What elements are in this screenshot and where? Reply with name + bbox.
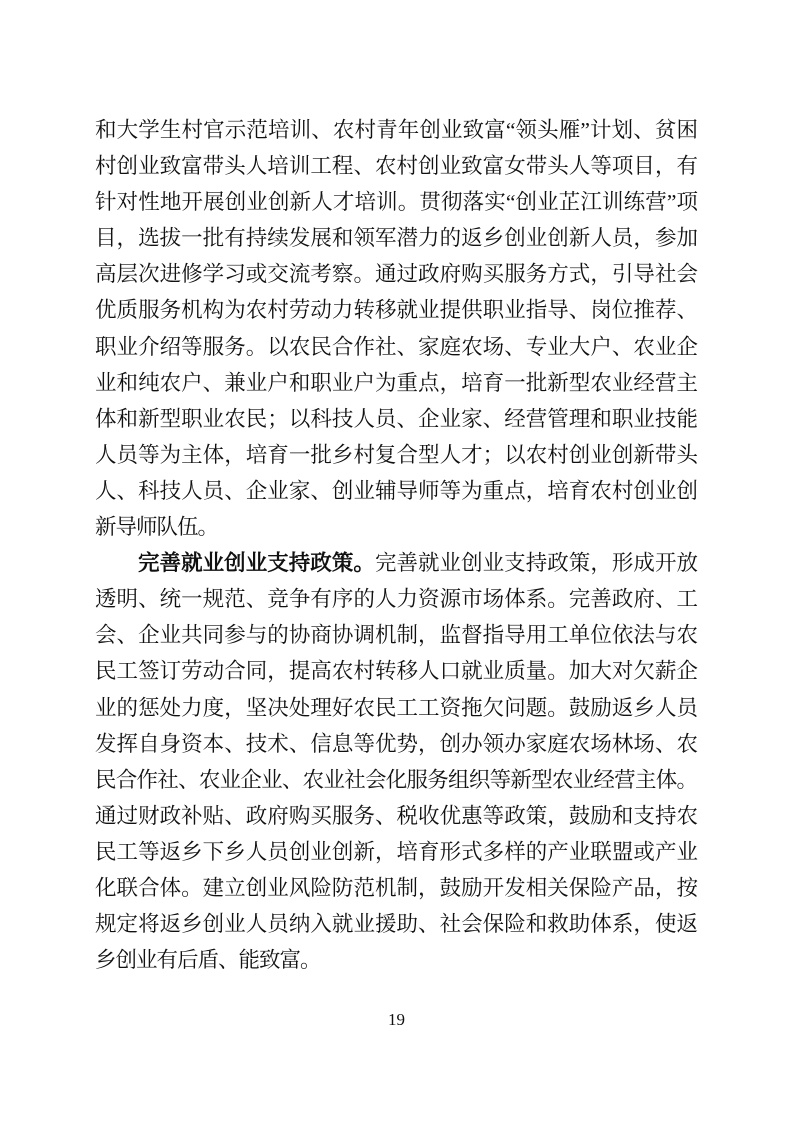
text-line: 和大学生村官示范培训、农村青年创业致富“领头雁”计划、贫困: [95, 118, 697, 142]
text-line: 通过财政补贴、政府购买服务、税收优惠等政策，鼓励和支持农: [95, 803, 697, 828]
text-line: 会、企业共同参与的协商协调机制，监督指导用工单位依法与农: [95, 623, 697, 648]
text-line: 体和新型职业农民；以科技人员、企业家、经营管理和职业技能: [95, 406, 697, 431]
text-line: 发挥自身资本、技术、信息等优势，创办领办家庭农场林场、农: [95, 731, 697, 756]
text-line: 业的惩处力度，坚决处理好农民工工资拖欠问题。鼓励返乡人员: [95, 695, 697, 720]
text-line: 职业介绍等服务。以农民合作社、家庭农场、专业大户、农业企: [95, 334, 697, 359]
text-line: 业和纯农户、兼业户和职业户为重点，培育一批新型农业经营主: [95, 370, 697, 395]
text-line: 目，选拔一批有持续发展和领军潜力的返乡创业创新人员，参加: [95, 226, 697, 251]
body-text: [95, 112, 697, 978]
text-line: 化联合体。建立创业风险防范机制，鼓励开发相关保险产品，按: [95, 875, 697, 900]
text-line: 人、科技人员、企业家、创业辅导师等为重点，培育农村创业创: [95, 478, 697, 503]
text-line: 民工等返乡下乡人员创业创新，培育形式多样的产业联盟或产业: [95, 839, 697, 864]
text-line: 民工签订劳动合同，提高农村转移人口就业质量。加大对欠薪企: [95, 659, 697, 684]
text-line: 针对性地开展创业创新人才培训。贯彻落实“创业芷江训练营”项: [95, 190, 697, 215]
text-line: 民合作社、农业企业、农业社会化服务组织等新型农业经营主体。: [95, 767, 697, 792]
text-line: 规定将返乡创业人员纳入就业援助、社会保险和救助体系，使返: [95, 912, 697, 937]
text-line: 村创业致富带头人培训工程、农村创业致富女带头人等项目，有: [95, 154, 697, 179]
text-line: 人员等为主体，培育一批乡村复合型人才；以农村创业创新带头: [95, 442, 697, 467]
text-line: 优质服务机构为农村劳动力转移就业提供职业指导、岗位推荐、: [95, 298, 697, 323]
text-line: 透明、统一规范、竞争有序的人力资源市场体系。完善政府、工: [95, 587, 697, 612]
paragraph-first-line-text: 完善就业创业支持政策，形成开放: [374, 551, 697, 576]
text-line: 高层次进修学习或交流考察。通过政府购买服务方式，引导社会: [95, 262, 697, 287]
text-line-paragraph-start: [95, 545, 697, 581]
text-line: 新导师队伍。: [95, 515, 219, 540]
paragraph-bold-heading: 完善就业创业支持政策。: [138, 551, 375, 576]
page-number: 19: [388, 1010, 405, 1029]
text-line: 乡创业有后盾、能致富。: [95, 948, 321, 973]
